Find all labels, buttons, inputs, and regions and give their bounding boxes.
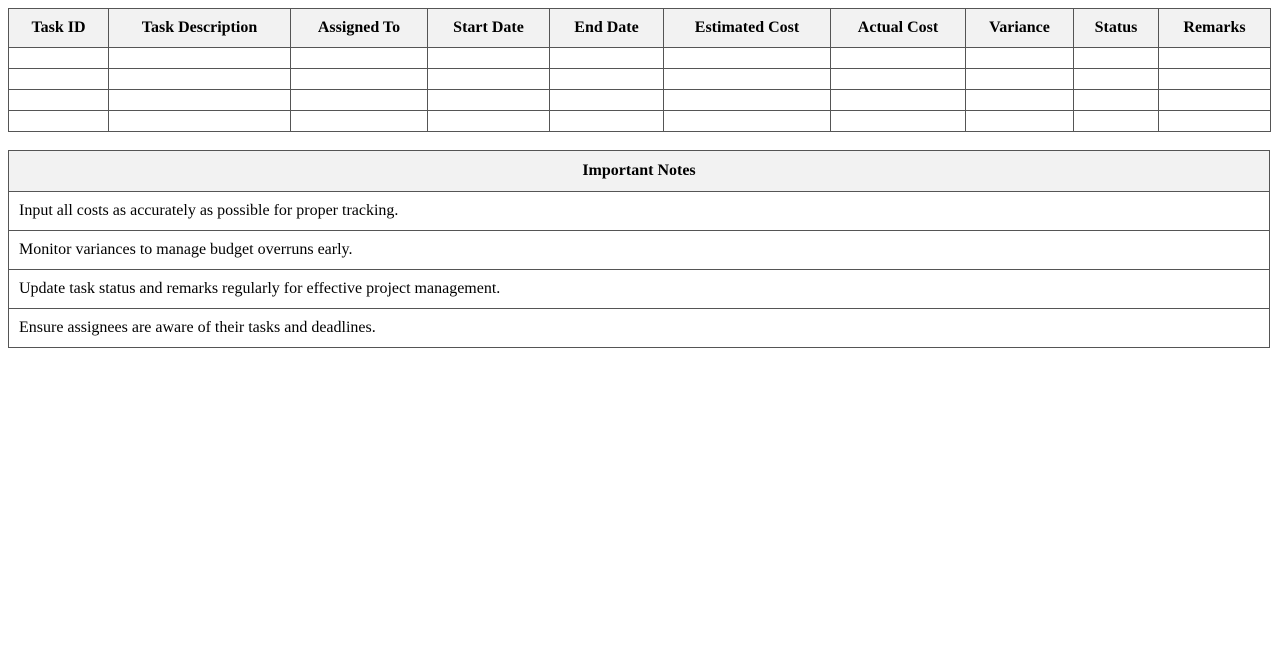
status-cell[interactable] — [1074, 69, 1159, 90]
column-header-status: Status — [1074, 9, 1159, 48]
end-date-cell[interactable] — [550, 90, 664, 111]
note-item: Ensure assignees are aware of their tasks and deadlines. — [9, 309, 1270, 348]
column-header-end-date: End Date — [550, 9, 664, 48]
note-item: Input all costs as accurately as possible for proper tracking. — [9, 192, 1270, 231]
remarks-cell[interactable] — [1159, 69, 1271, 90]
status-cell[interactable] — [1074, 90, 1159, 111]
start-date-cell[interactable] — [428, 69, 550, 90]
status-cell[interactable] — [1074, 111, 1159, 132]
actual-cost-cell[interactable] — [831, 69, 966, 90]
notes-heading: Important Notes — [9, 151, 1270, 192]
column-header-task-id: Task ID — [9, 9, 109, 48]
start-date-cell[interactable] — [428, 111, 550, 132]
notes-header-row — [9, 151, 1270, 192]
task-id-cell[interactable] — [9, 111, 109, 132]
assigned-to-cell[interactable] — [291, 111, 428, 132]
estimated-cost-cell[interactable] — [664, 90, 831, 111]
estimated-cost-cell[interactable] — [664, 48, 831, 69]
task-cost-table — [8, 8, 1271, 132]
remarks-cell[interactable] — [1159, 90, 1271, 111]
task-description-cell[interactable] — [109, 111, 291, 132]
end-date-cell[interactable] — [550, 111, 664, 132]
column-header-actual-cost: Actual Cost — [831, 9, 966, 48]
start-date-cell[interactable] — [428, 48, 550, 69]
task-id-cell[interactable] — [9, 69, 109, 90]
actual-cost-cell[interactable] — [831, 111, 966, 132]
table-row — [9, 111, 1271, 132]
variance-cell[interactable] — [966, 111, 1074, 132]
estimated-cost-cell[interactable] — [664, 69, 831, 90]
note-row — [9, 309, 1270, 348]
task-description-cell[interactable] — [109, 90, 291, 111]
column-header-remarks: Remarks — [1159, 9, 1271, 48]
table-header-row — [9, 9, 1271, 48]
assigned-to-cell[interactable] — [291, 90, 428, 111]
estimated-cost-cell[interactable] — [664, 111, 831, 132]
note-row — [9, 192, 1270, 231]
document-body — [8, 8, 1270, 348]
table-row — [9, 69, 1271, 90]
remarks-cell[interactable] — [1159, 48, 1271, 69]
column-header-start-date: Start Date — [428, 9, 550, 48]
task-id-cell[interactable] — [9, 90, 109, 111]
table-row — [9, 90, 1271, 111]
important-notes-table — [8, 150, 1270, 348]
note-row — [9, 270, 1270, 309]
variance-cell[interactable] — [966, 48, 1074, 69]
status-cell[interactable] — [1074, 48, 1159, 69]
task-description-cell[interactable] — [109, 69, 291, 90]
start-date-cell[interactable] — [428, 90, 550, 111]
assigned-to-cell[interactable] — [291, 69, 428, 90]
actual-cost-cell[interactable] — [831, 90, 966, 111]
actual-cost-cell[interactable] — [831, 48, 966, 69]
note-item: Update task status and remarks regularly for effective project management. — [9, 270, 1270, 309]
assigned-to-cell[interactable] — [291, 48, 428, 69]
remarks-cell[interactable] — [1159, 111, 1271, 132]
variance-cell[interactable] — [966, 90, 1074, 111]
column-header-estimated-cost: Estimated Cost — [664, 9, 831, 48]
note-row — [9, 231, 1270, 270]
note-item: Monitor variances to manage budget overruns early. — [9, 231, 1270, 270]
table-row — [9, 48, 1271, 69]
end-date-cell[interactable] — [550, 48, 664, 69]
task-description-cell[interactable] — [109, 48, 291, 69]
column-header-assigned-to: Assigned To — [291, 9, 428, 48]
column-header-task-description: Task Description — [109, 9, 291, 48]
column-header-variance: Variance — [966, 9, 1074, 48]
end-date-cell[interactable] — [550, 69, 664, 90]
variance-cell[interactable] — [966, 69, 1074, 90]
task-id-cell[interactable] — [9, 48, 109, 69]
